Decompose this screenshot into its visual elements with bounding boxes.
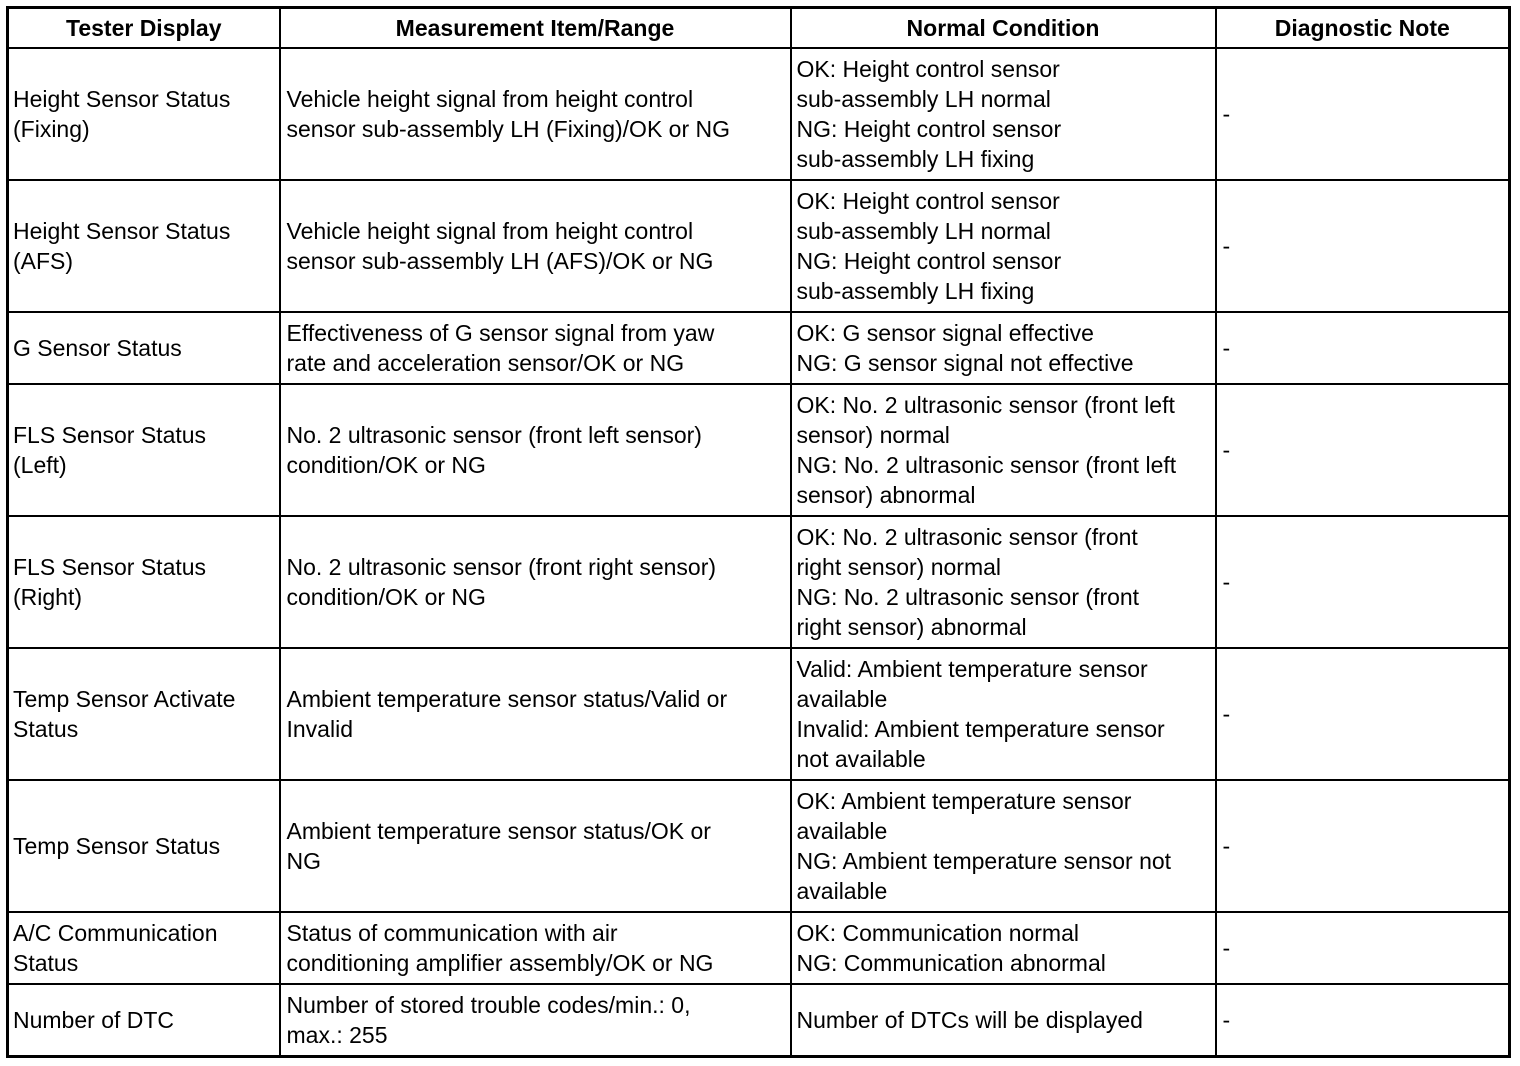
table-row — [8, 180, 1510, 312]
cell-line: No. 2 ultrasonic sensor (front right sensor) — [286, 554, 717, 580]
header-tester-display: Tester Display — [8, 8, 280, 49]
cell-line: Vehicle height signal from height control — [286, 218, 694, 244]
measurement-cell — [280, 180, 791, 312]
diagnostic-note-cell: - — [1216, 648, 1510, 780]
cell-line: sub-assembly LH normal — [796, 218, 1051, 244]
cell-line: (Left) — [13, 452, 67, 478]
normal-condition-cell — [791, 180, 1216, 312]
table-row — [8, 984, 1510, 1057]
cell-line: OK: Communication normal — [796, 920, 1079, 946]
normal-condition-cell — [791, 312, 1216, 384]
cell-line: condition/OK or NG — [286, 584, 486, 610]
measurement-cell — [280, 648, 791, 780]
cell-line: not available — [796, 746, 926, 772]
tester-display-cell — [8, 48, 280, 180]
diagnostic-note-cell: - — [1216, 912, 1510, 984]
cell-line: NG: Height control sensor — [796, 248, 1062, 274]
normal-condition-cell — [791, 384, 1216, 516]
cell-line: A/C Communication — [13, 920, 218, 946]
diagnostic-note-cell: - — [1216, 48, 1510, 180]
data-list-table — [6, 6, 1511, 1058]
cell-line: rate and acceleration sensor/OK or NG — [286, 350, 685, 376]
cell-line: sub-assembly LH normal — [796, 86, 1051, 112]
cell-line: Invalid — [286, 716, 353, 742]
cell-line: (Right) — [13, 584, 83, 610]
cell-line: NG: G sensor signal not effective — [796, 350, 1134, 376]
cell-line: right sensor) normal — [796, 554, 1002, 580]
normal-condition-cell — [791, 912, 1216, 984]
cell-line: NG — [286, 848, 321, 874]
cell-line: Height Sensor Status — [13, 218, 231, 244]
cell-line: max.: 255 — [286, 1022, 388, 1048]
tester-display-cell — [8, 516, 280, 648]
cell-line: sub-assembly LH fixing — [796, 278, 1035, 304]
diagnostic-note-cell: - — [1216, 516, 1510, 648]
cell-line: Temp Sensor Status — [13, 833, 221, 859]
diagnostic-note-cell: - — [1216, 384, 1510, 516]
measurement-cell — [280, 912, 791, 984]
table-row — [8, 48, 1510, 180]
cell-line: FLS Sensor Status — [13, 554, 207, 580]
cell-line: sensor sub-assembly LH (Fixing)/OK or NG — [286, 116, 731, 142]
cell-line: FLS Sensor Status — [13, 422, 207, 448]
cell-line: available — [796, 818, 888, 844]
tester-display-cell — [8, 312, 280, 384]
tester-display-cell — [8, 912, 280, 984]
diagnostic-note-cell: - — [1216, 780, 1510, 912]
cell-line: Number of stored trouble codes/min.: 0, — [286, 992, 691, 1018]
cell-line: NG: Communication abnormal — [796, 950, 1106, 976]
table-row — [8, 312, 1510, 384]
tester-display-cell — [8, 384, 280, 516]
cell-line: sensor sub-assembly LH (AFS)/OK or NG — [286, 248, 714, 274]
cell-line: sensor) normal — [796, 422, 950, 448]
normal-condition-cell — [791, 516, 1216, 648]
measurement-cell — [280, 384, 791, 516]
table-row — [8, 780, 1510, 912]
header-row — [8, 8, 1510, 49]
cell-line: Ambient temperature sensor status/Valid or — [286, 686, 728, 712]
cell-line: No. 2 ultrasonic sensor (front left sensor) — [286, 422, 702, 448]
cell-line: OK: No. 2 ultrasonic sensor (front left — [796, 392, 1175, 418]
diagnostic-note-cell: - — [1216, 984, 1510, 1057]
cell-line: NG: No. 2 ultrasonic sensor (front left — [796, 452, 1177, 478]
header-normal-condition: Normal Condition — [791, 8, 1216, 49]
tester-display-cell — [8, 648, 280, 780]
cell-line: NG: Ambient temperature sensor not — [796, 848, 1172, 874]
cell-line: NG: Height control sensor — [796, 116, 1062, 142]
cell-line: NG: No. 2 ultrasonic sensor (front — [796, 584, 1140, 610]
cell-line: OK: Height control sensor — [796, 56, 1060, 82]
cell-line: G Sensor Status — [13, 335, 182, 361]
cell-line: Temp Sensor Activate — [13, 686, 236, 712]
cell-line: available — [796, 878, 888, 904]
table-row — [8, 516, 1510, 648]
cell-line: Number of DTC — [13, 1007, 175, 1033]
diagnostic-note-cell: - — [1216, 180, 1510, 312]
cell-line: OK: Ambient temperature sensor — [796, 788, 1132, 814]
cell-line: Invalid: Ambient temperature sensor — [796, 716, 1165, 742]
table-row — [8, 912, 1510, 984]
measurement-cell — [280, 984, 791, 1057]
cell-line: Status — [13, 716, 79, 742]
cell-line: Valid: Ambient temperature sensor — [796, 656, 1148, 682]
table-row — [8, 384, 1510, 516]
cell-line: (Fixing) — [13, 116, 90, 142]
cell-line: Ambient temperature sensor status/OK or — [286, 818, 711, 844]
cell-line: Number of DTCs will be displayed — [796, 1007, 1143, 1033]
cell-line: sensor) abnormal — [796, 482, 976, 508]
cell-line: OK: G sensor signal effective — [796, 320, 1094, 346]
measurement-cell — [280, 48, 791, 180]
tester-display-cell — [8, 780, 280, 912]
cell-line: right sensor) abnormal — [796, 614, 1027, 640]
normal-condition-cell — [791, 648, 1216, 780]
cell-line: conditioning amplifier assembly/OK or NG — [286, 950, 714, 976]
diagnostic-note-cell: - — [1216, 312, 1510, 384]
normal-condition-cell — [791, 780, 1216, 912]
measurement-cell — [280, 516, 791, 648]
header-diagnostic-note: Diagnostic Note — [1216, 8, 1510, 49]
normal-condition-cell — [791, 48, 1216, 180]
measurement-cell — [280, 312, 791, 384]
cell-line: Effectiveness of G sensor signal from yaw — [286, 320, 715, 346]
cell-line: available — [796, 686, 888, 712]
normal-condition-cell — [791, 984, 1216, 1057]
tester-display-cell — [8, 180, 280, 312]
header-measurement-item: Measurement Item/Range — [280, 8, 791, 49]
cell-line: condition/OK or NG — [286, 452, 486, 478]
cell-line: Vehicle height signal from height control — [286, 86, 694, 112]
table-row — [8, 648, 1510, 780]
cell-line: Status — [13, 950, 79, 976]
measurement-cell — [280, 780, 791, 912]
cell-line: Status of communication with air — [286, 920, 618, 946]
tester-display-cell — [8, 984, 280, 1057]
cell-line: OK: Height control sensor — [796, 188, 1060, 214]
cell-line: Height Sensor Status — [13, 86, 231, 112]
cell-line: (AFS) — [13, 248, 74, 274]
cell-line: OK: No. 2 ultrasonic sensor (front — [796, 524, 1138, 550]
cell-line: sub-assembly LH fixing — [796, 146, 1035, 172]
